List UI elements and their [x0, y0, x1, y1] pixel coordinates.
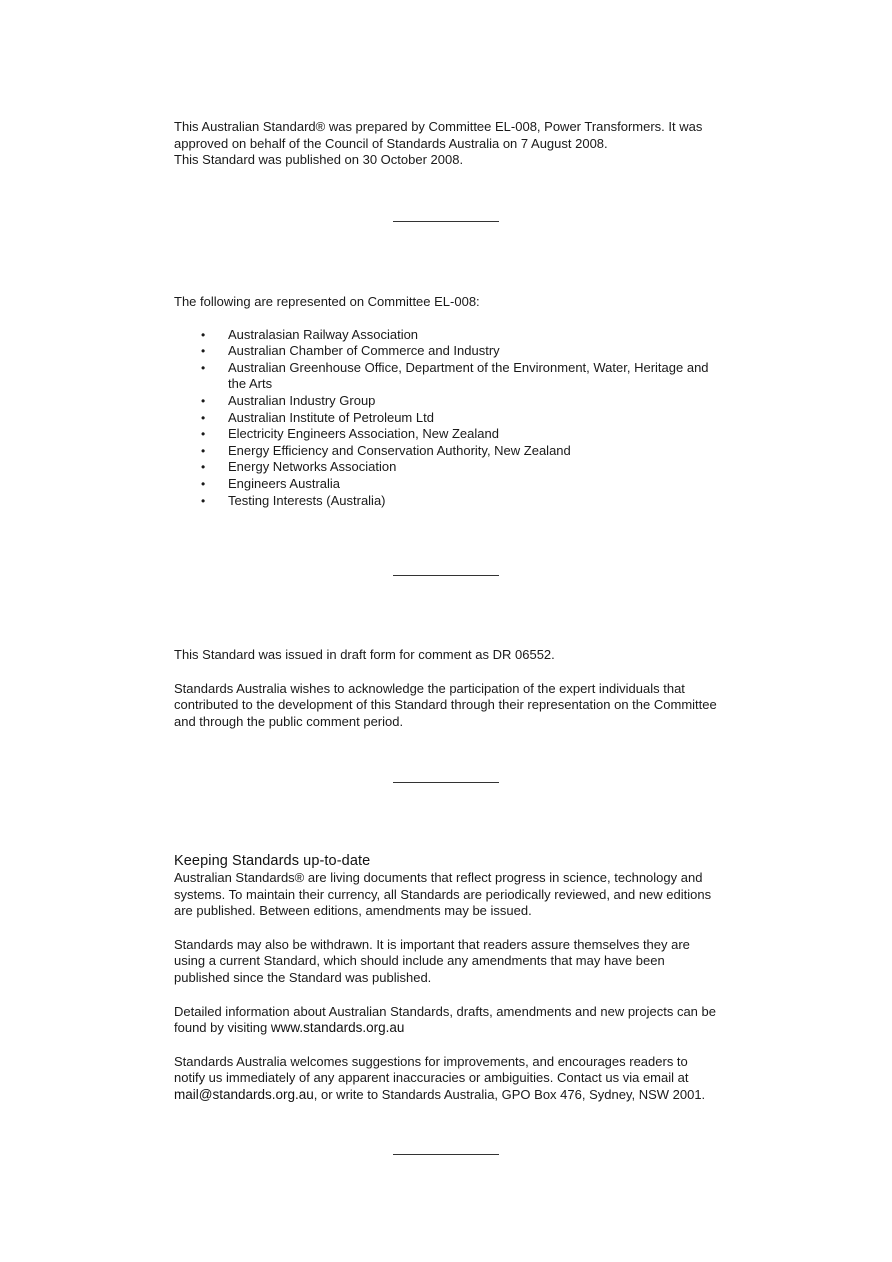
section-divider-4	[393, 1154, 499, 1155]
section-divider-3	[393, 782, 499, 783]
preparation-line-2: approved on behalf of the Council of Standards Australia on 7 August 2008.	[174, 135, 608, 151]
email-link[interactable]: mail@standards.org.au	[174, 1086, 314, 1102]
preparation-notice	[174, 119, 722, 169]
bullet-icon: •	[201, 344, 206, 359]
committee-member-list	[174, 327, 722, 510]
detailed-info-paragraph: Detailed information about Australian Standards, drafts, amendments and new projects can be found by visiting www.standards.org.au	[174, 1003, 716, 1036]
list-item: • Australian Institute of Petroleum Ltd	[201, 409, 434, 425]
living-documents-paragraph: Australian Standards® are living documents that reflect progress in science, technology and systems. To maintain their currency, all Standards are periodically reviewed, and new editions are published. Between editions, amendments may be issued.	[174, 870, 712, 919]
bullet-icon: •	[201, 427, 206, 442]
bullet-icon: •	[201, 476, 206, 491]
list-item: • Energy Efficiency and Conservation Authority, New Zealand	[201, 442, 571, 458]
list-item: • Australian Chamber of Commerce and Industry	[201, 343, 500, 359]
bullet-icon: •	[201, 360, 206, 375]
bullet-icon: •	[201, 460, 206, 475]
website-link[interactable]: www.standards.org.au	[270, 1020, 405, 1036]
list-item: • Australian Industry Group	[201, 392, 376, 408]
bullet-icon: •	[201, 327, 206, 342]
section-divider-2	[393, 575, 499, 576]
bullet-icon: •	[201, 393, 206, 408]
draft-issued-text: This Standard was issued in draft form for comment as DR 06552.	[174, 647, 555, 662]
bullet-icon: •	[201, 493, 206, 508]
publication-date-line: This Standard was published on 30 October 2008.	[174, 152, 464, 168]
list-item: • Testing Interests (Australia)	[201, 492, 386, 508]
bullet-icon: •	[201, 443, 206, 458]
keeping-standards-section	[174, 853, 722, 1104]
committee-intro: The following are represented on Committee EL-008:	[174, 294, 480, 309]
section-divider-1	[393, 221, 499, 222]
list-item: • Australasian Railway Association	[201, 326, 419, 342]
list-item: • Electricity Engineers Association, New Zealand	[201, 426, 499, 442]
withdrawn-paragraph: Standards may also be withdrawn. It is important that readers assure themselves they are using a current Standard, which should include any amendments that may have been published since the Standard was published.	[174, 936, 690, 985]
list-item: • Australian Greenhouse Office, Department of the Environment, Water, Heritage and the Arts	[201, 359, 709, 392]
committee-section	[174, 294, 722, 509]
bullet-icon: •	[201, 410, 206, 425]
suggestions-paragraph: Standards Australia welcomes suggestions for improvements, and encourages readers to notify us immediately of any apparent inaccuracies or ambiguities. Contact us via email at mail@standards.org.au, or write to Standards Australia, GPO Box 476, Sydney, NSW 2001.	[174, 1053, 706, 1102]
acknowledgement-text: Standards Australia wishes to acknowledge the participation of the expert individuals that contributed to the development of this Standard through their representation on the Committee and through the public comment period.	[174, 680, 717, 729]
preparation-line-1: This Australian Standard® was prepared by Committee EL-008, Power Transformers. It was	[174, 119, 703, 134]
section-heading: Keeping Standards up-to-date	[174, 853, 371, 869]
list-item: • Engineers Australia	[201, 475, 341, 491]
draft-section	[174, 647, 722, 730]
list-item: • Energy Networks Association	[201, 459, 397, 475]
